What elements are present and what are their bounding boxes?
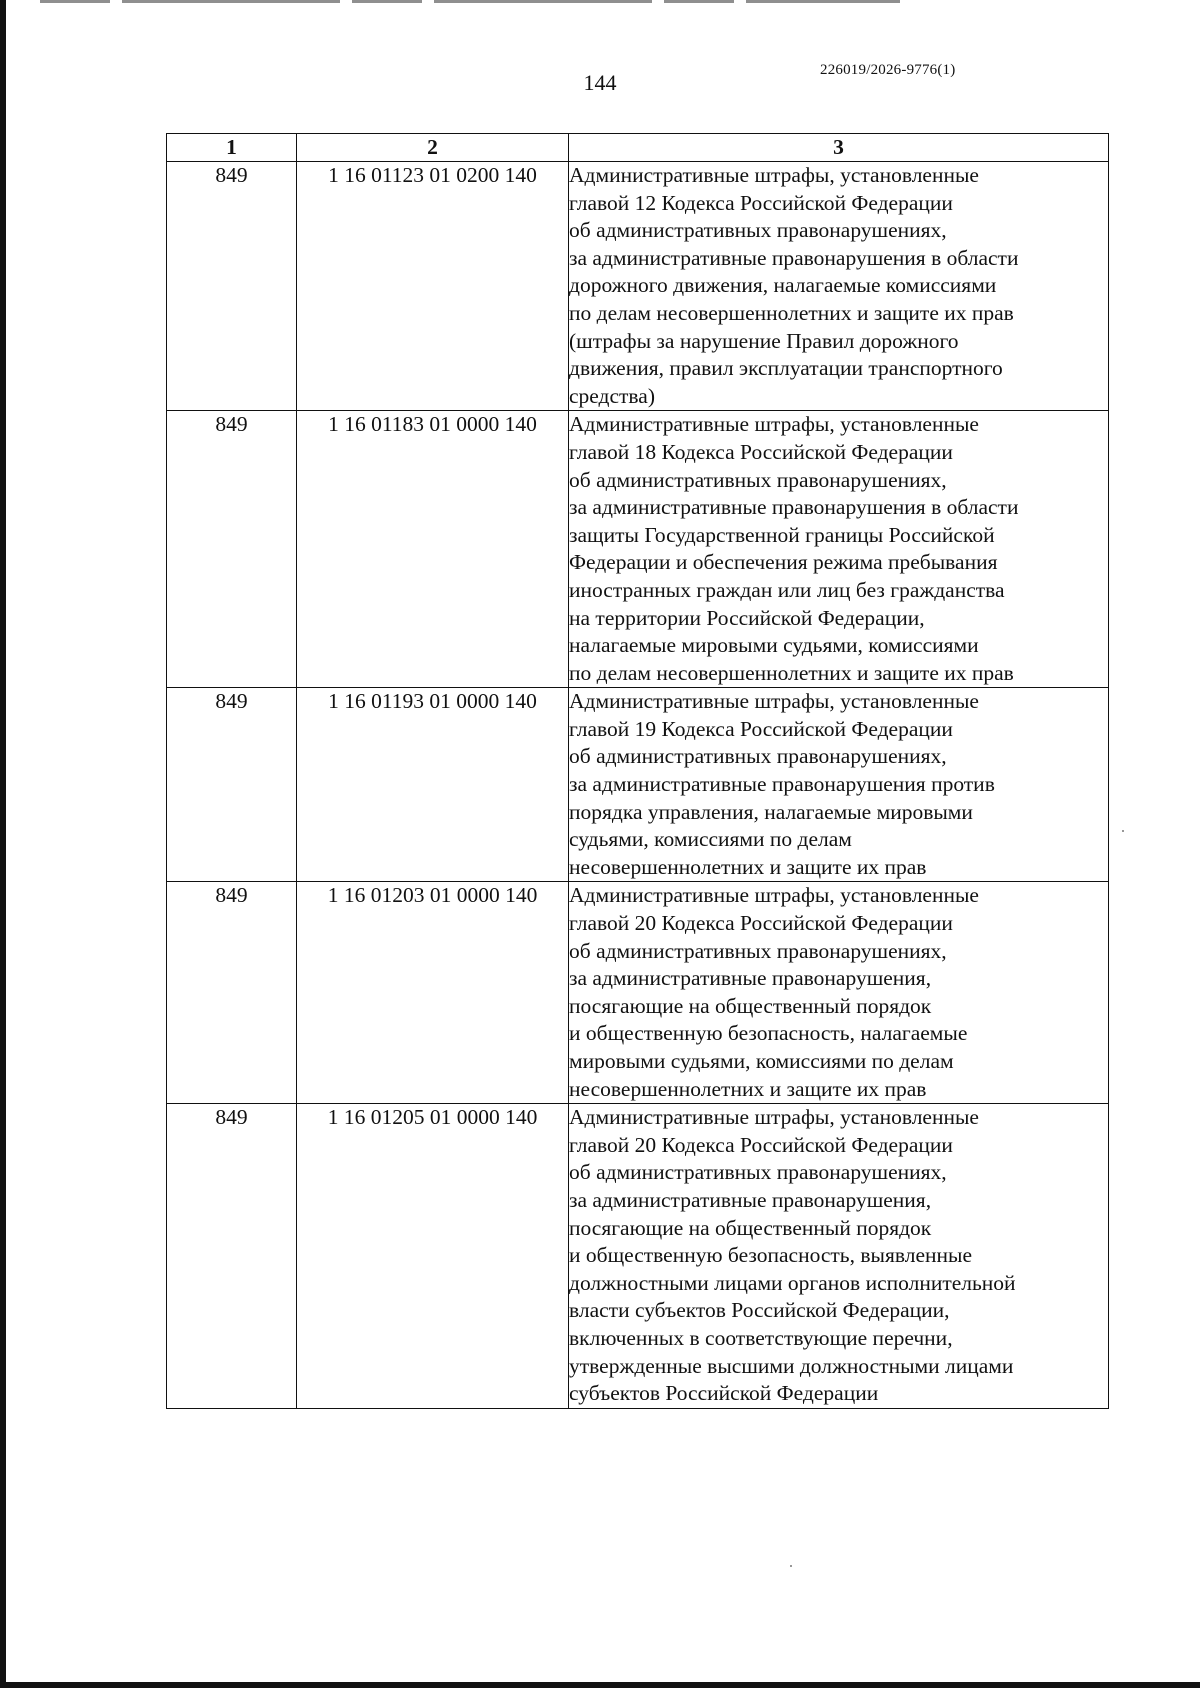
description-line: несовершеннолетних и защите их прав — [569, 854, 927, 879]
description-line: порядка управления, налагаемые мировыми — [569, 799, 973, 824]
budget-classification-code-cell: 1 16 01123 01 0200 140 — [297, 162, 569, 411]
table-row — [167, 1104, 1109, 1409]
description-line: главой 19 Кодекса Российской Федерации — [569, 716, 953, 741]
table-row — [167, 688, 1109, 882]
table-header-row — [167, 134, 1109, 162]
admin-code-cell: 849 — [167, 162, 297, 411]
scan-edge-left — [0, 0, 6, 1688]
description-line: Административные штрафы, установленные — [569, 883, 979, 908]
column-header-1: 1 — [167, 134, 297, 162]
description-line: об административных правонарушениях, — [569, 938, 947, 963]
description-line: по делам несовершеннолетних и защите их прав — [569, 300, 1014, 325]
budget-classification-code-cell: 1 16 01183 01 0000 140 — [297, 411, 569, 688]
table-row — [167, 882, 1109, 1104]
description-line: дорожного движения, налагаемые комиссиями — [569, 273, 997, 298]
page-number: 144 — [583, 70, 617, 95]
description-line: движения, правил эксплуатации транспортного — [569, 356, 1003, 381]
description-line: главой 20 Кодекса Российской Федерации — [569, 1132, 953, 1157]
description-line: за административные правонарушения против — [569, 772, 995, 797]
description-cell — [569, 1104, 1109, 1409]
description-line: Федерации и обеспечения режима пребывания — [569, 550, 998, 575]
description-cell — [569, 162, 1109, 411]
scan-edge-bottom — [0, 1682, 1200, 1688]
description-line: за административные правонарушения в области — [569, 495, 1019, 520]
description-line: посягающие на общественный порядок — [569, 1215, 932, 1240]
description-line: об административных правонарушениях, — [569, 1160, 947, 1185]
scan-speck — [790, 1565, 792, 1567]
document-id: 226019/2026-9776(1) — [820, 62, 956, 78]
description-line: по делам несовершеннолетних и защите их прав — [569, 660, 1014, 685]
column-header-2: 2 — [297, 134, 569, 162]
description-line: налагаемые мировыми судьями, комиссиями — [569, 633, 979, 658]
description-line: Административные штрафы, установленные — [569, 689, 979, 714]
description-line: (штрафы за нарушение Правил дорожного — [569, 328, 959, 353]
description-line: включенных в соответствующие перечни, — [569, 1325, 953, 1350]
table-row — [167, 162, 1109, 411]
description-line: Административные штрафы, установленные — [569, 1105, 979, 1130]
description-line: за административные правонарушения, — [569, 966, 932, 991]
description-line: судьями, комиссиями по делам — [569, 827, 852, 852]
description-line: главой 18 Кодекса Российской Федерации — [569, 439, 953, 464]
description-line: власти субъектов Российской Федерации, — [569, 1298, 950, 1323]
budget-classification-code-cell: 1 16 01203 01 0000 140 — [297, 882, 569, 1104]
admin-code-cell: 849 — [167, 1104, 297, 1409]
description-line: главой 20 Кодекса Российской Федерации — [569, 911, 953, 936]
description-line: главой 12 Кодекса Российской Федерации — [569, 190, 953, 215]
description-line: и общественную безопасность, налагаемые — [569, 1021, 968, 1046]
description-line: об административных правонарушениях, — [569, 467, 947, 492]
description-line: должностными лицами органов исполнительной — [569, 1270, 1016, 1295]
budget-classification-code-cell: 1 16 01193 01 0000 140 — [297, 688, 569, 882]
description-line: утвержденные высшими должностными лицами — [569, 1353, 1014, 1378]
description-line: за административные правонарушения, — [569, 1187, 932, 1212]
column-header-3: 3 — [569, 134, 1109, 162]
description-line: Административные штрафы, установленные — [569, 163, 979, 187]
description-line: субъектов Российской Федерации — [569, 1381, 879, 1406]
description-line: и общественную безопасность, выявленные — [569, 1243, 972, 1268]
description-line: защиты Государственной границы Российской — [569, 522, 995, 547]
description-line: несовершеннолетних и защите их прав — [569, 1076, 927, 1101]
description-line: иностранных граждан или лиц без гражданства — [569, 577, 1005, 602]
description-line: мировыми судьями, комиссиями по делам — [569, 1049, 954, 1073]
description-line: об административных правонарушениях, — [569, 218, 947, 243]
budget-classification-code-cell: 1 16 01205 01 0000 140 — [297, 1104, 569, 1409]
table-row — [167, 411, 1109, 688]
description-cell — [569, 411, 1109, 688]
description-line: за административные правонарушения в области — [569, 245, 1019, 270]
description-line: посягающие на общественный порядок — [569, 993, 932, 1018]
description-line: средства) — [569, 383, 655, 408]
description-line: Административные штрафы, установленные — [569, 412, 979, 437]
scan-edge-top — [40, 0, 900, 3]
admin-code-cell: 849 — [167, 882, 297, 1104]
scan-speck — [1122, 830, 1124, 832]
revenue-code-table — [166, 133, 1109, 1409]
description-cell — [569, 882, 1109, 1104]
description-cell — [569, 688, 1109, 882]
admin-code-cell: 849 — [167, 411, 297, 688]
description-line: об административных правонарушениях, — [569, 744, 947, 769]
description-line: на территории Российской Федерации, — [569, 605, 925, 630]
admin-code-cell: 849 — [167, 688, 297, 882]
